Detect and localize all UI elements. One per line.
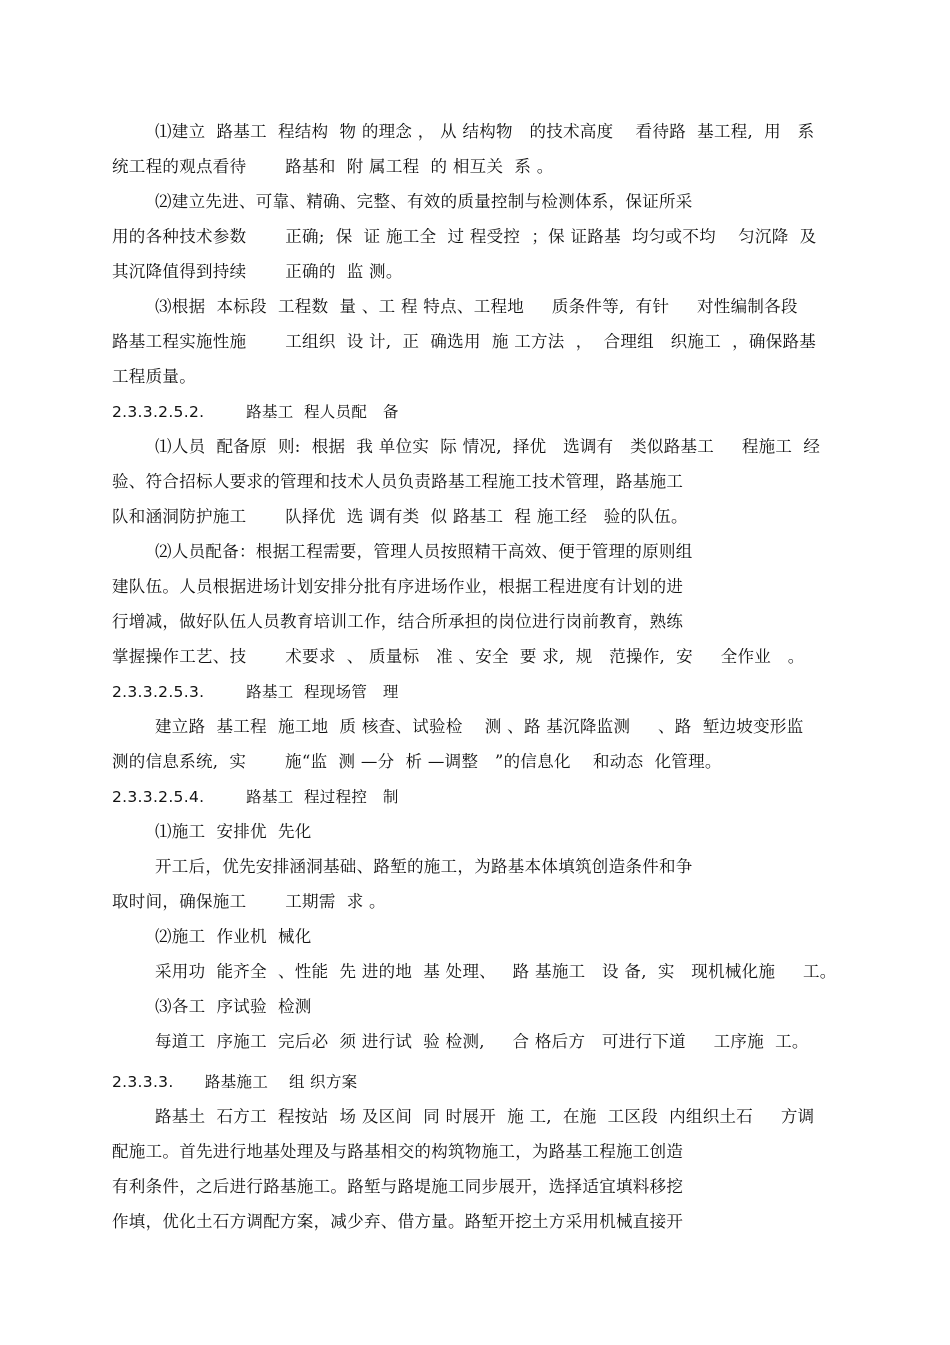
paragraph-line: ⑵施工 作业机 械化 (155, 927, 312, 946)
paragraph-line: 行增减，做好队伍人员教育培训工作，结合所承担的岗位进行岗前教育，熟练 (112, 612, 684, 631)
paragraph-line: 队和涵洞防护施工 队择优 选 调有类 似 路基工 程 施工经 验的队伍。 (112, 507, 688, 526)
paragraph-line: ⑴人员 配备原 则: 根据 我 单位实 际 情况, 择优 选调有 类似路基工 程施工 经 (155, 437, 821, 456)
paragraph-line: 其沉降值得到持续 正确的 监 测。 (112, 262, 403, 281)
paragraph-line: 每道工 序施工 完后必 须 进行试 验 检测, 合 格后方 可进行下道 工序施 工。 (155, 1032, 809, 1051)
paragraph-line: 配施工。首先进行地基处理及与路基相交的构筑物施工，为路基工程施工创造 (112, 1142, 684, 1161)
paragraph-line: 作填，优化土石方调配方案，减少弃、借方量。路堑开挖土方采用机械直接开 (112, 1212, 684, 1231)
paragraph-line: 验、符合招标人要求的管理和技术人员负责路基工程施工技术管理，路基施工 (112, 472, 684, 491)
paragraph-line: 工程质量。 (112, 367, 196, 386)
section-heading: 2.3.3.2.5.3. 路基工 程现场管 理 (112, 683, 399, 701)
paragraph-line: 路基土 石方工 程按站 场 及区间 同 时展开 施 工, 在施 工区段 内组织土石 方调 (155, 1107, 815, 1126)
section-heading: 2.3.3.3. 路基施工 组 织方案 (112, 1073, 358, 1091)
paragraph-line: 路基工程实施性施 工组织 设 计, 正 确选用 施 工方法 ， 合理组 织施工 ，确保路基 (112, 332, 817, 351)
paragraph-line: ⑵建立先进、可靠、精确、完整、有效的质量控制与检测体系，保证所采 (155, 192, 693, 211)
paragraph-line: 建立路 基工程 施工地 质 核查、试验检 测 、路 基沉降监测 、路 堑边坡变形监 (155, 717, 804, 736)
section-heading: 2.3.3.2.5.4. 路基工 程过程控 制 (112, 788, 399, 806)
paragraph-line: 采用功 能齐全 、性能 先 进的地 基 处理、 路 基施工 设 备, 实 现机械化施 工。 (155, 962, 837, 981)
paragraph-line: ⑶各工 序试验 检测 (155, 997, 312, 1016)
paragraph-line: 有利条件，之后进行路基施工。路堑与路堤施工同步展开，选择适宜填料移挖 (112, 1177, 684, 1196)
paragraph-line: 统工程的观点看待 路基和 附 属工程 的 相互关 系 。 (112, 157, 554, 176)
paragraph-line: ⑶根据 本标段 工程数 量 、工 程 特点、工程地 质条件等, 有针 对性编制各段 (155, 297, 798, 316)
paragraph-line: 开工后，优先安排涵洞基础、路堑的施工，为路基本体填筑创造条件和争 (155, 857, 693, 876)
paragraph-line: 建队伍。人员根据进场计划安排分批有序进场作业，根据工程进度有计划的进 (112, 577, 684, 596)
paragraph-line: ⑴建立 路基工 程结构 物 的理念 ， 从 结构物 的技术高度 看待路 基工程, 用 系 (155, 122, 815, 141)
section-heading: 2.3.3.2.5.2. 路基工 程人员配 备 (112, 403, 399, 421)
paragraph-line: 取时间，确保施工 工期需 求 。 (112, 892, 386, 911)
paragraph-line: ⑴施工 安排优 先化 (155, 822, 312, 841)
paragraph-line: 测的信息系统, 实 施“监 测 —分 析 —调整 ”的信息化 和动态 化管理。 (112, 752, 722, 771)
paragraph-line: 用的各种技术参数 正确; 保 证 施工全 过 程受控 ；保 证路基 均匀或不均 匀沉降 及 (112, 227, 817, 246)
paragraph-line: 掌握操作工艺、技 术要求 、 质量标 准 、安全 要 求, 规 范操作, 安 全作业 。 (112, 647, 805, 666)
paragraph-line: ⑵人员配备：根据工程需要，管理人员按照精干高效、便于管理的原则组 (155, 542, 693, 561)
